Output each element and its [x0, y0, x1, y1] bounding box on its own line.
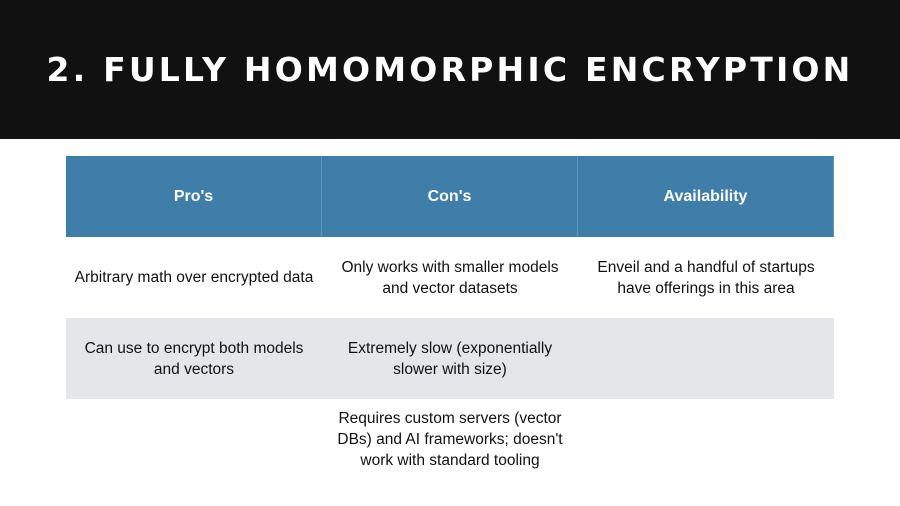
table-cell-r3-availability — [578, 399, 834, 489]
table-cell-r3-pros — [66, 399, 322, 489]
comparison-table — [66, 156, 834, 489]
title-bar — [0, 0, 900, 139]
slide-title: 2. FULLY HOMOMORPHIC ENCRYPTION — [46, 50, 854, 89]
header-availability: Availability — [578, 156, 834, 237]
table-cell-r2-cons: Extremely slow (exponentially slower with size) — [322, 318, 578, 399]
table-cell-r1-pros: Arbitrary math over encrypted data — [74, 269, 314, 286]
table-cell-r2-availability — [578, 318, 834, 399]
table-cell-r1-availability: Enveil and a handful of startups have offerings in this area — [597, 258, 815, 297]
table-cell-r1-cons: Only works with smaller models and vector datasets — [341, 258, 559, 297]
table-cell-r2-pros: Can use to encrypt both models and vectors — [66, 318, 322, 399]
header-cons: Con's — [322, 156, 578, 237]
table-cell-r3-cons: Requires custom servers (vector DBs) and AI frameworks; doesn't work with standard tooling — [337, 410, 563, 469]
header-pros: Pro's — [66, 156, 322, 237]
